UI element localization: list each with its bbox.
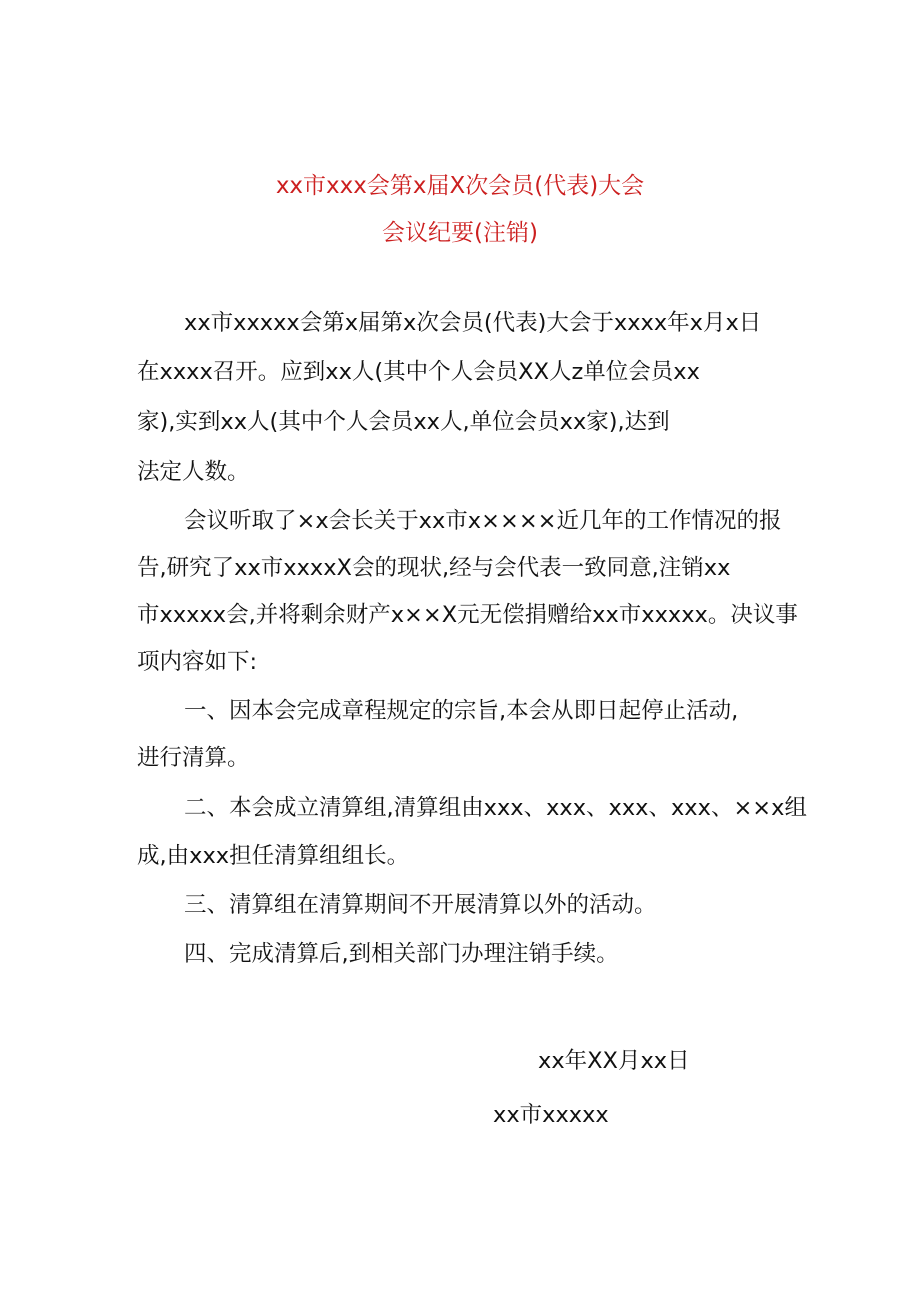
- paragraph-2-line-3: 市xxxxx会,并将剩余财产x××X元无偿捐赠给xx市xxxxx。决议事: [137, 602, 798, 628]
- signature-date: xx年XX月xx日: [538, 1048, 690, 1074]
- resolution-item-3: 三、清算组在清算期间不开展清算以外的活动。: [184, 892, 657, 918]
- paragraph-2-line-2: 告,研究了xx市xxxxX会的现状,经与会代表一致同意,注销xx: [137, 555, 731, 581]
- resolution-item-1-line-1: 一、因本会完成章程规定的宗旨,本会从即日起停止活动,: [184, 698, 739, 724]
- document-title: xx市xxx会第x届X次会员(代表)大会: [275, 173, 645, 199]
- paragraph-1-line-1: xx市xxxxx会第x届第x次会员(代表)大会于xxxx年x月x日: [184, 310, 762, 336]
- paragraph-1-line-3: 家),实到xx人(其中个人会员xx人,单位会员xx家),达到: [137, 409, 670, 435]
- paragraph-1-line-2: 在xxxx召开。应到xx人(其中个人会员XX人z单位会员xx: [137, 359, 700, 385]
- signature-organization: xx市xxxxx: [493, 1102, 609, 1128]
- resolution-item-2-line-2: 成,由xxx担任清算组组长。: [137, 843, 410, 869]
- paragraph-2-line-4: 项内容如下:: [137, 649, 258, 675]
- document-subtitle: 会议纪要(注销): [382, 220, 538, 246]
- resolution-item-1-line-2: 进行清算。: [137, 745, 250, 771]
- resolution-item-4: 四、完成清算后,到相关部门办理注销手续。: [184, 941, 619, 967]
- paragraph-2-line-1: 会议听取了×x会长关于xx市x××××近几年的工作情况的报: [184, 508, 782, 534]
- paragraph-1-line-4: 法定人数。: [137, 459, 250, 485]
- resolution-item-2-line-1: 二、本会成立清算组,清算组由xxx、xxx、xxx、xxx、××x组: [184, 795, 807, 821]
